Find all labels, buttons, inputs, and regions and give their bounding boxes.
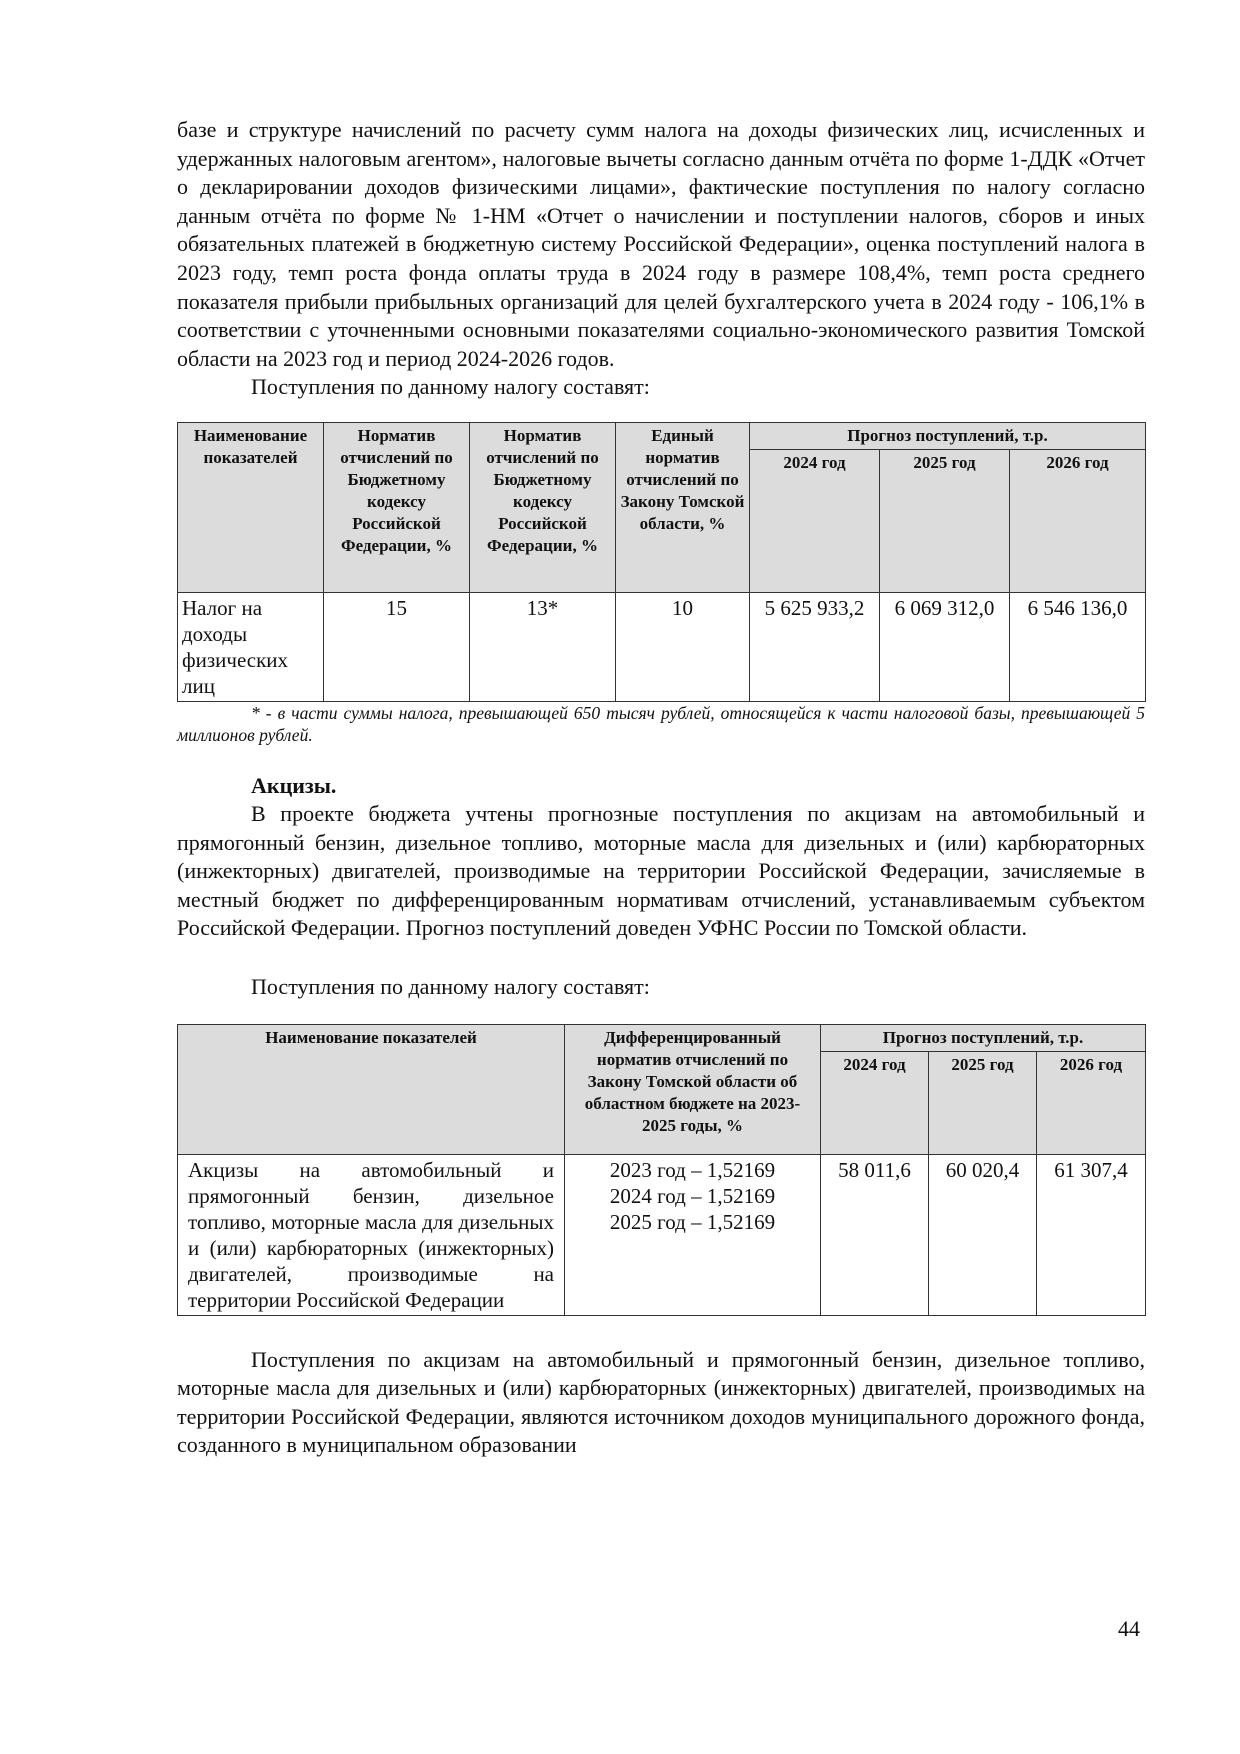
table-row xyxy=(178,1154,1146,1315)
diff-norm-line: 2023 год – 1,52169 xyxy=(609,1157,776,1182)
header-forecast: Прогноз поступлений, т.р. xyxy=(821,1024,1146,1051)
footnote: * - в части суммы налога, превышающей 650 тысяч рублей, относящейся к части налоговой базы, превышающей 5 миллионов рублей. xyxy=(177,702,1145,745)
header-forecast: Прогноз поступлений, т.р. xyxy=(750,422,1146,449)
row-norm-bk-2: 13* xyxy=(470,592,616,701)
excise-table xyxy=(177,1024,1146,1316)
row-2025: 60 020,4 xyxy=(929,1154,1037,1315)
receipts-lead-2: Поступления по данному налогу составят: xyxy=(251,973,650,999)
receipts-lead-1: Поступления по данному налогу составят: xyxy=(251,374,650,400)
header-norm-bk: Норматив отчислений по Бюджетному кодексу Российской Федерации, % xyxy=(324,422,470,592)
header-name: Наименование показателей xyxy=(178,1024,565,1154)
document-page xyxy=(177,116,1145,1460)
header-2025: 2025 год xyxy=(880,449,1010,592)
header-2025: 2025 год xyxy=(929,1051,1037,1154)
pit-table xyxy=(177,422,1146,702)
excise-heading: Акцизы. xyxy=(251,772,337,798)
header-2026: 2026 год xyxy=(1010,449,1146,592)
header-2026: 2026 год xyxy=(1037,1051,1146,1154)
header-single-norm: Единый норматив отчислений по Закону Томской области, % xyxy=(616,422,750,592)
page-number: 44 xyxy=(1118,1616,1140,1641)
row-2026: 61 307,4 xyxy=(1037,1154,1146,1315)
header-2024: 2024 год xyxy=(750,449,880,592)
row-diff-norm xyxy=(565,1154,821,1315)
row-2024: 58 011,6 xyxy=(821,1154,929,1315)
row-name: Налог на доходы физических лиц xyxy=(178,592,324,701)
row-norm-bk: 15 xyxy=(324,592,470,701)
row-name: Акцизы на автомобильный и прямогонный бензин, дизельное топливо, моторные масла для дизельных и (или) карбюраторных (инжекторных) двигателей, производимые на территории Российской Федерации xyxy=(178,1154,565,1315)
diff-norm-line: 2024 год – 1,52169 xyxy=(609,1183,776,1208)
header-name: Наименование показателей xyxy=(178,422,324,592)
closing-paragraph: Поступления по акцизам на автомобильный и прямогонный бензин, дизельное топливо, моторные масла для дизельных и (или) карбюраторных (инжекторных) двигателей, производимых на территории Российской Федерации, являются источником доходов муниципального дорожного фонда, созданного в муниципальном образовании xyxy=(177,1346,1145,1458)
header-2024: 2024 год xyxy=(821,1051,929,1154)
excise-paragraph: В проекте бюджета учтены прогнозные поступления по акцизам на автомобильный и прямогонный бензин, дизельное топливо, моторные масла для дизельных и (или) карбюраторных (инжекторных) двигателей, производимые на территории Российской Федерации, зачисляемые в местный бюджет по дифференцированным нормативам отчислений, устанавливаемым субъектом Российской Федерации. Прогноз поступлений доведен УФНС России по Томской области. xyxy=(177,800,1145,941)
row-2024: 5 625 933,2 xyxy=(750,592,880,701)
row-2026: 6 546 136,0 xyxy=(1010,592,1146,701)
table-row xyxy=(178,592,1146,701)
intro-paragraph: базе и структуре начислений по расчету сумм налога на доходы физических лиц, исчисленных и удержанных налоговым агентом», налоговые вычеты согласно данным отчёта по форме 1-ДДК «Отчет о декларировании доходов физическими лицами», фактические поступления по налогу согласно данным отчёта по форме № 1-НМ «Отчет о начислении и поступлении налогов, сборов и иных обязательных платежей в бюджетную систему Российской Федерации», оценка поступлений налога в 2023 году, темп роста фонда оплаты труда в 2024 году в размере 108,4%, темп роста среднего показателя прибыли прибыльных организаций для целей бухгалтерского учета в 2024 году - 106,1% в соответствии с уточненными основными показателями социально-экономического развития Томской области на 2023 год и период 2024-2026 годов. xyxy=(177,117,1145,371)
row-single-norm: 10 xyxy=(616,592,750,701)
header-diff-norm: Дифференцированный норматив отчислений по Закону Томской области об областном бюджете на 2023-2025 годы, % xyxy=(565,1024,821,1154)
header-norm-bk-2: Норматив отчислений по Бюджетному кодексу Российской Федерации, % xyxy=(470,422,616,592)
diff-norm-line: 2025 год – 1,52169 xyxy=(609,1209,776,1234)
row-2025: 6 069 312,0 xyxy=(880,592,1010,701)
